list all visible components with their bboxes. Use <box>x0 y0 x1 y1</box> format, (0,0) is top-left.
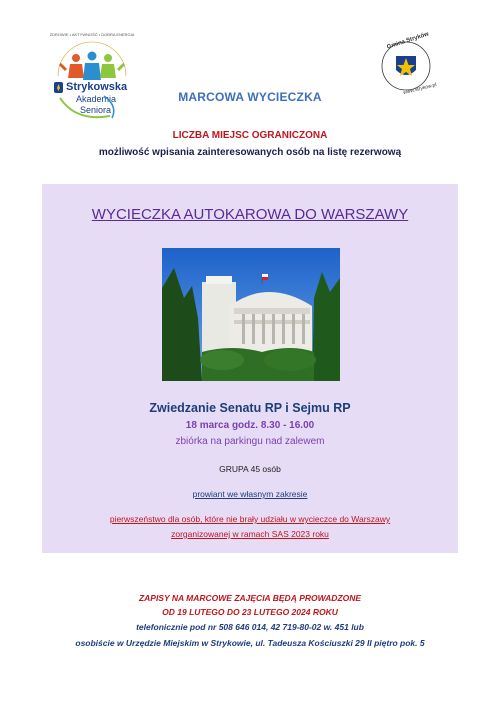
logo-arc-text: ZDROWIE • AKTYWNOŚĆ • DOBRA ENERGIA <box>49 32 135 37</box>
trip-subtitle: Zwiedzanie Senatu RP i Sejmu RP <box>149 401 351 415</box>
trip-title: WYCIECZKA AUTOKAROWA DO WARSZAWY <box>91 206 409 223</box>
logo-right-top-text: Gmina Stryków <box>386 31 430 51</box>
food-note: prowiant we własnym zakresie <box>192 489 308 499</box>
trip-info-panel <box>42 184 458 553</box>
logo-right-url: www.strykow.pl <box>402 81 438 97</box>
reserve-list-notice: możliwość wpisania zainteresowanych osób na listę rezerwową <box>98 147 402 158</box>
registration-heading: ZAPISY NA MARCOWE ZAJĘCIA BĘDĄ PROWADZONE <box>138 593 362 603</box>
trip-date: 18 marca godz. 8.30 - 16.00 <box>185 420 315 431</box>
akademia-seniora-logo <box>46 32 138 122</box>
limited-seats-notice: LICZBA MIEJSC OGRANICZONA <box>172 130 328 141</box>
priority-note-line1: pierwszeństwo dla osób, które nie brały udziału w wycieczce do Warszawy <box>109 514 391 524</box>
registration-dates: OD 19 LUTEGO DO 23 LUTEGO 2024 ROKU <box>162 607 338 617</box>
logo-line-strykowska: Strykowska <box>66 81 128 93</box>
priority-note-line2: zorganizowanej w ramach SAS 2023 roku <box>171 529 329 539</box>
group-size: GRUPA 45 osób <box>219 464 281 474</box>
registration-office: osobiście w Urzędzie Miejskim w Strykowie, ul. Tadeusza Kościuszki 29 II piętro pok. 5 <box>75 638 425 648</box>
senate-building-photo <box>162 248 340 381</box>
gmina-strykow-logo <box>372 31 444 97</box>
logo-line-akademia: Akademia <box>76 94 117 104</box>
page-title: MARCOWA WYCIECZKA <box>178 90 322 104</box>
registration-phone: telefonicznie pod nr 508 646 014, 42 719-80-02 w. 451 lub <box>136 622 364 632</box>
meeting-point: zbiórka na parkingu nad zalewem <box>175 436 325 447</box>
logo-line-seniora: Seniora <box>80 105 112 115</box>
